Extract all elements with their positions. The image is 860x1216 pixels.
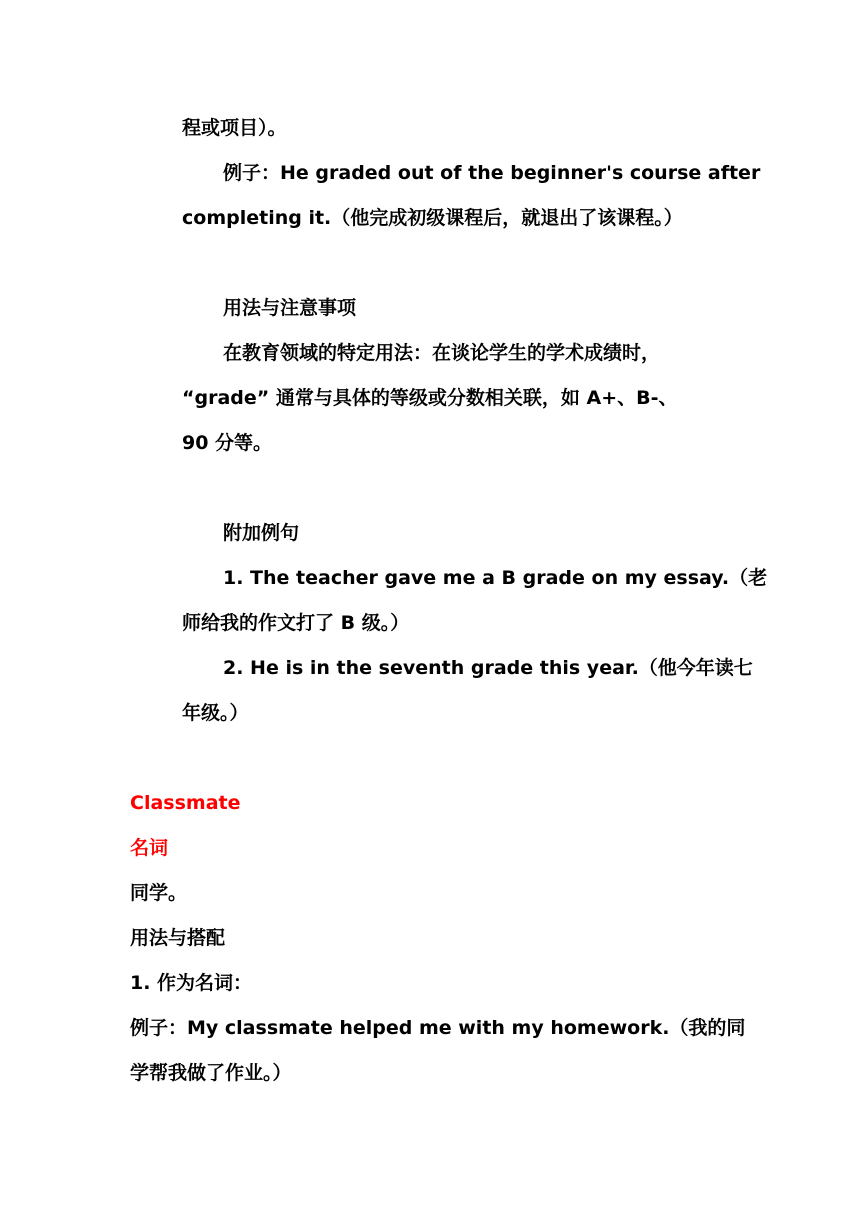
- section-heading: 用法与注意事项: [223, 297, 357, 319]
- example-line: 例子：My classmate helped me with my homework.（我的同: [130, 1017, 746, 1039]
- example-line: 例子：He graded out of the beginner's course after: [223, 162, 761, 184]
- text-line: 90 分等。: [182, 432, 273, 454]
- text-line: completing it.（他完成初级课程后，就退出了该课程。）: [182, 207, 683, 229]
- list-item-heading: 1. 作为名词：: [130, 972, 253, 994]
- text-line: 学帮我做了作业。）: [130, 1062, 292, 1084]
- text-line: 在教育领域的特定用法：在谈论学生的学术成绩时，: [223, 342, 661, 364]
- text-line: 程或项目）。: [182, 117, 287, 139]
- part-of-speech-label: 名词: [130, 837, 169, 859]
- text-line: 师给我的作文打了 B 级。）: [182, 612, 410, 634]
- text-line: “grade” 通常与具体的等级或分数相关联，如 A+、B-、: [182, 387, 678, 409]
- section-heading: 用法与搭配: [130, 927, 226, 949]
- example-sentence: 2. He is in the seventh grade this year.（他今年读七: [223, 657, 753, 679]
- example-sentence: 1. The teacher gave me a B grade on my essay.（老: [223, 567, 768, 589]
- text-line: 年级。）: [182, 702, 249, 724]
- definition-line: 同学。: [130, 882, 188, 904]
- vocab-word-heading: Classmate: [130, 792, 241, 814]
- section-heading: 附加例句: [223, 522, 300, 544]
